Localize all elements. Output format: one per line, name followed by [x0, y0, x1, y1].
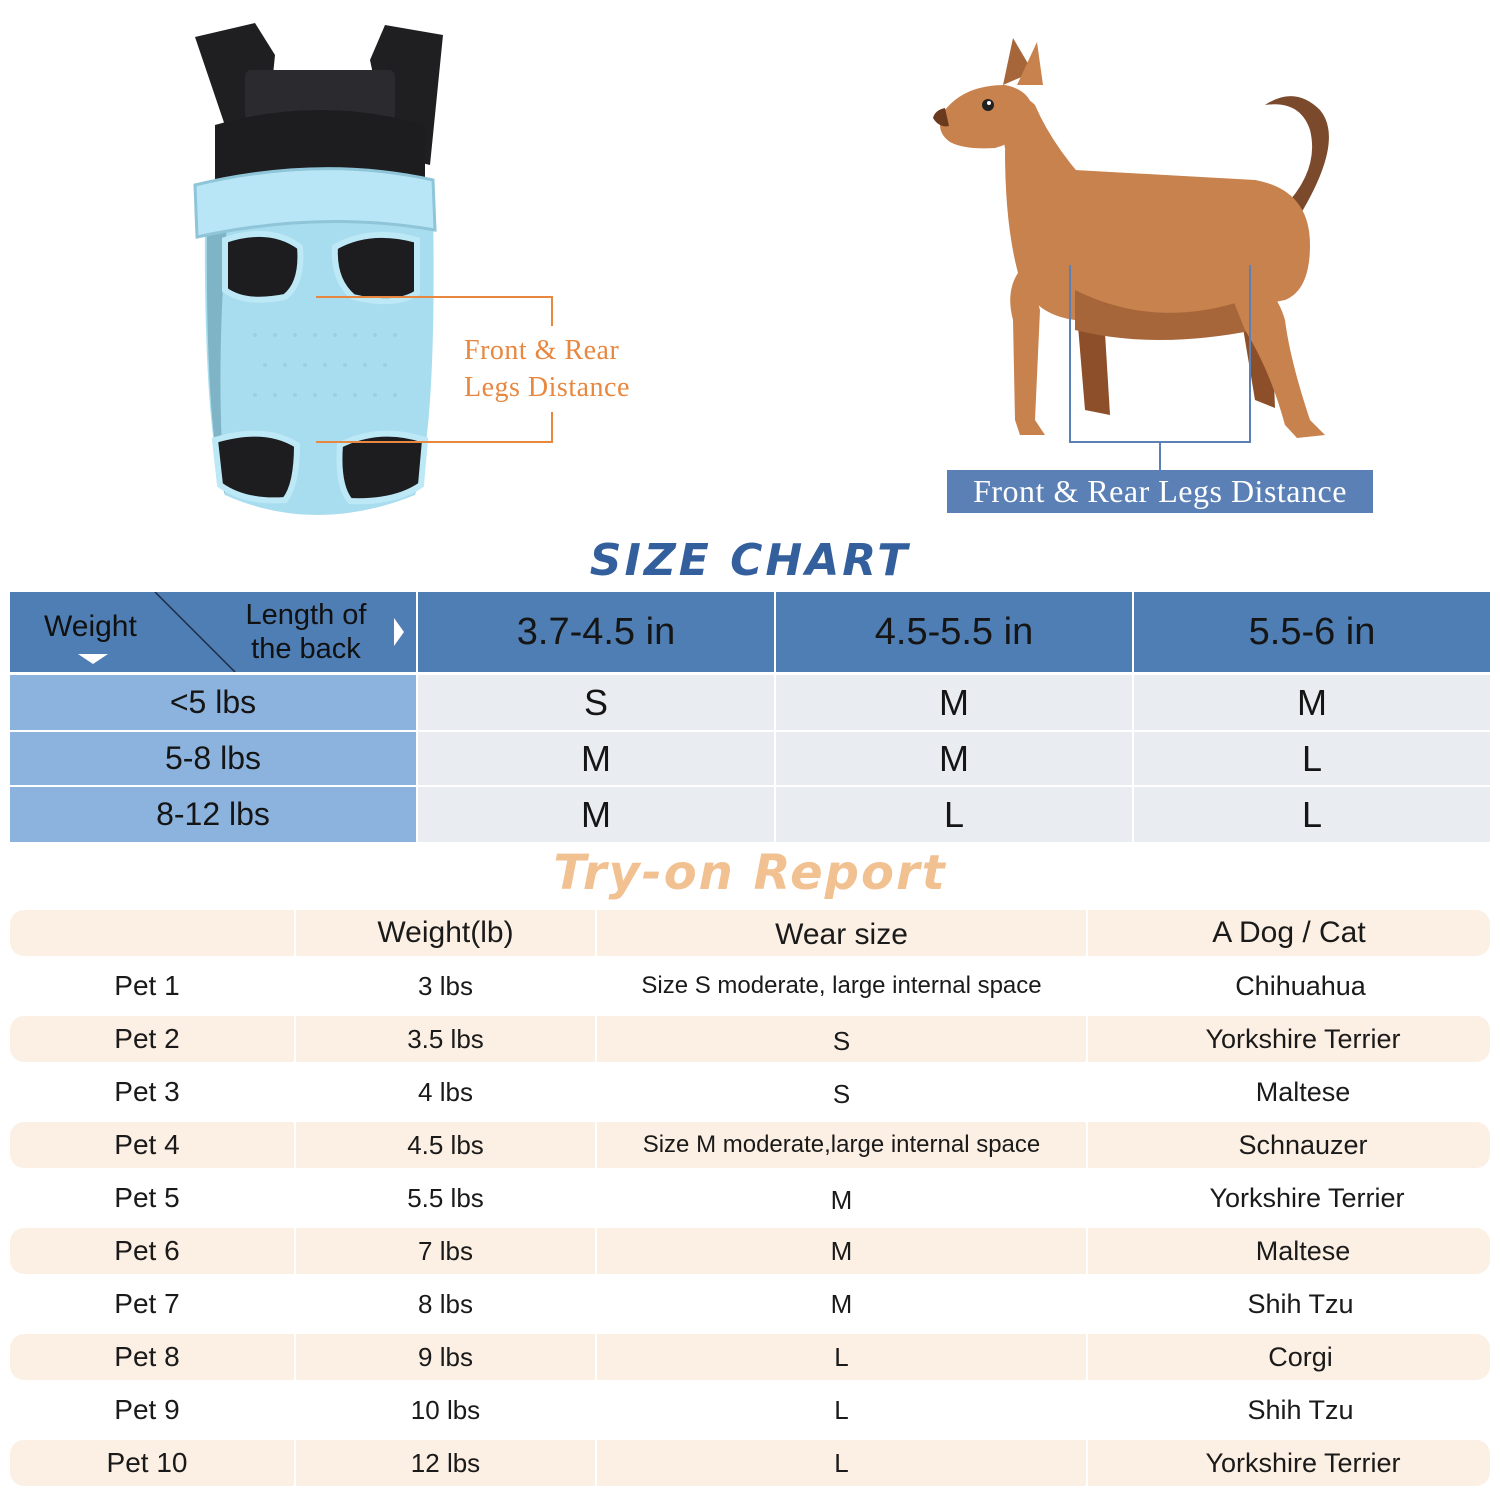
- pet-wear-size: S: [832, 1025, 851, 1056]
- table-row: [0, 963, 1500, 1009]
- pet-breed: Maltese: [1255, 1076, 1351, 1107]
- backpack-label-line1: Front & Rear: [464, 335, 620, 366]
- header-wear-size: Wear size: [775, 918, 908, 951]
- corner-length-label: [226, 598, 386, 666]
- dog-legs-distance-label: Front & Rear Legs Distance: [973, 473, 1347, 509]
- pet-name: Pet 1: [114, 970, 180, 1001]
- pet-breed: Maltese: [1255, 1235, 1351, 1266]
- corner-length-line2: the back: [251, 633, 361, 665]
- pet-name: Pet 4: [114, 1129, 180, 1160]
- pet-wear-size: M: [830, 1184, 853, 1215]
- size-row-weight-3: 8-12 lbs: [10, 787, 416, 842]
- pet-breed: Yorkshire Terrier: [1209, 1182, 1405, 1213]
- pet-name: Pet 3: [114, 1076, 180, 1107]
- header-weight: Weight(lb): [377, 916, 514, 949]
- pet-wear-size: Size M moderate,large internal space: [642, 1131, 1041, 1158]
- pet-breed: Shih Tzu: [1247, 1394, 1354, 1425]
- table-row: [0, 1122, 1500, 1168]
- header-pet-type: A Dog / Cat: [1212, 916, 1366, 949]
- size-cell: M: [418, 732, 774, 785]
- size-cell: L: [776, 787, 1132, 842]
- table-row: [0, 1281, 1500, 1327]
- pet-weight: 7 lbs: [418, 1235, 473, 1266]
- pet-name: Pet 2: [114, 1023, 180, 1054]
- pet-wear-size: L: [834, 1394, 849, 1425]
- pet-weight: 12 lbs: [410, 1447, 481, 1478]
- size-cell: L: [1134, 732, 1490, 785]
- pet-wear-size: Size S moderate, large internal space: [641, 972, 1042, 999]
- pet-wear-size: M: [830, 1235, 853, 1266]
- pet-weight: 8 lbs: [418, 1288, 473, 1319]
- table-row: [0, 1334, 1500, 1380]
- pet-breed: Corgi: [1268, 1341, 1333, 1372]
- pet-weight: 4 lbs: [418, 1076, 473, 1107]
- pet-name: Pet 5: [114, 1182, 180, 1213]
- pet-name: Pet 8: [114, 1341, 180, 1372]
- size-cell: L: [1134, 787, 1490, 842]
- size-col-header-3: 5.5-6 in: [1134, 592, 1490, 672]
- pet-wear-size: L: [834, 1341, 849, 1372]
- pet-breed: Shih Tzu: [1247, 1288, 1354, 1319]
- size-cell: M: [418, 787, 774, 842]
- table-row: [0, 1228, 1500, 1274]
- backpack-legs-distance-label: [464, 332, 684, 406]
- size-row-weight-1: <5 lbs: [10, 675, 416, 730]
- pet-weight: 5.5 lbs: [407, 1182, 484, 1213]
- pet-breed: Schnauzer: [1238, 1129, 1368, 1160]
- corner-weight-label: Weight: [44, 610, 137, 643]
- table-row: [0, 1069, 1500, 1115]
- try-on-title: Try-on Report: [553, 845, 947, 901]
- table-row: [0, 1387, 1500, 1433]
- pet-weight: 10 lbs: [410, 1394, 481, 1425]
- pet-weight: 4.5 lbs: [407, 1129, 484, 1160]
- size-cell: M: [776, 675, 1132, 730]
- pet-weight: 9 lbs: [418, 1341, 473, 1372]
- pet-name: Pet 10: [106, 1447, 188, 1478]
- size-col-header-2: 4.5-5.5 in: [776, 592, 1132, 672]
- pet-wear-size: S: [832, 1078, 851, 1109]
- pet-name: Pet 9: [114, 1394, 180, 1425]
- corner-length-line1: Length of: [245, 599, 367, 631]
- pet-name: Pet 6: [114, 1235, 180, 1266]
- table-row: [0, 1175, 1500, 1221]
- table-row: [0, 1440, 1500, 1486]
- pet-wear-size: L: [834, 1447, 849, 1478]
- size-row-weight-2: 5-8 lbs: [10, 732, 416, 785]
- pet-weight: 3 lbs: [418, 970, 473, 1001]
- pet-breed: Chihuahua: [1235, 970, 1366, 1001]
- pet-breed: Yorkshire Terrier: [1205, 1447, 1401, 1478]
- backpack-label-line2: Legs Distance: [464, 372, 630, 403]
- size-col-header-1: 3.7-4.5 in: [418, 592, 774, 672]
- pet-name: Pet 7: [114, 1288, 180, 1319]
- size-chart-title: SIZE CHART: [589, 535, 911, 586]
- size-cell: S: [418, 675, 774, 730]
- dog-measure-bracket: [1060, 260, 1260, 475]
- pet-weight: 3.5 lbs: [407, 1023, 484, 1054]
- pet-wear-size: M: [830, 1288, 853, 1319]
- table-row: [0, 1016, 1500, 1062]
- size-cell: M: [776, 732, 1132, 785]
- size-cell: M: [1134, 675, 1490, 730]
- pet-breed: Yorkshire Terrier: [1205, 1023, 1401, 1054]
